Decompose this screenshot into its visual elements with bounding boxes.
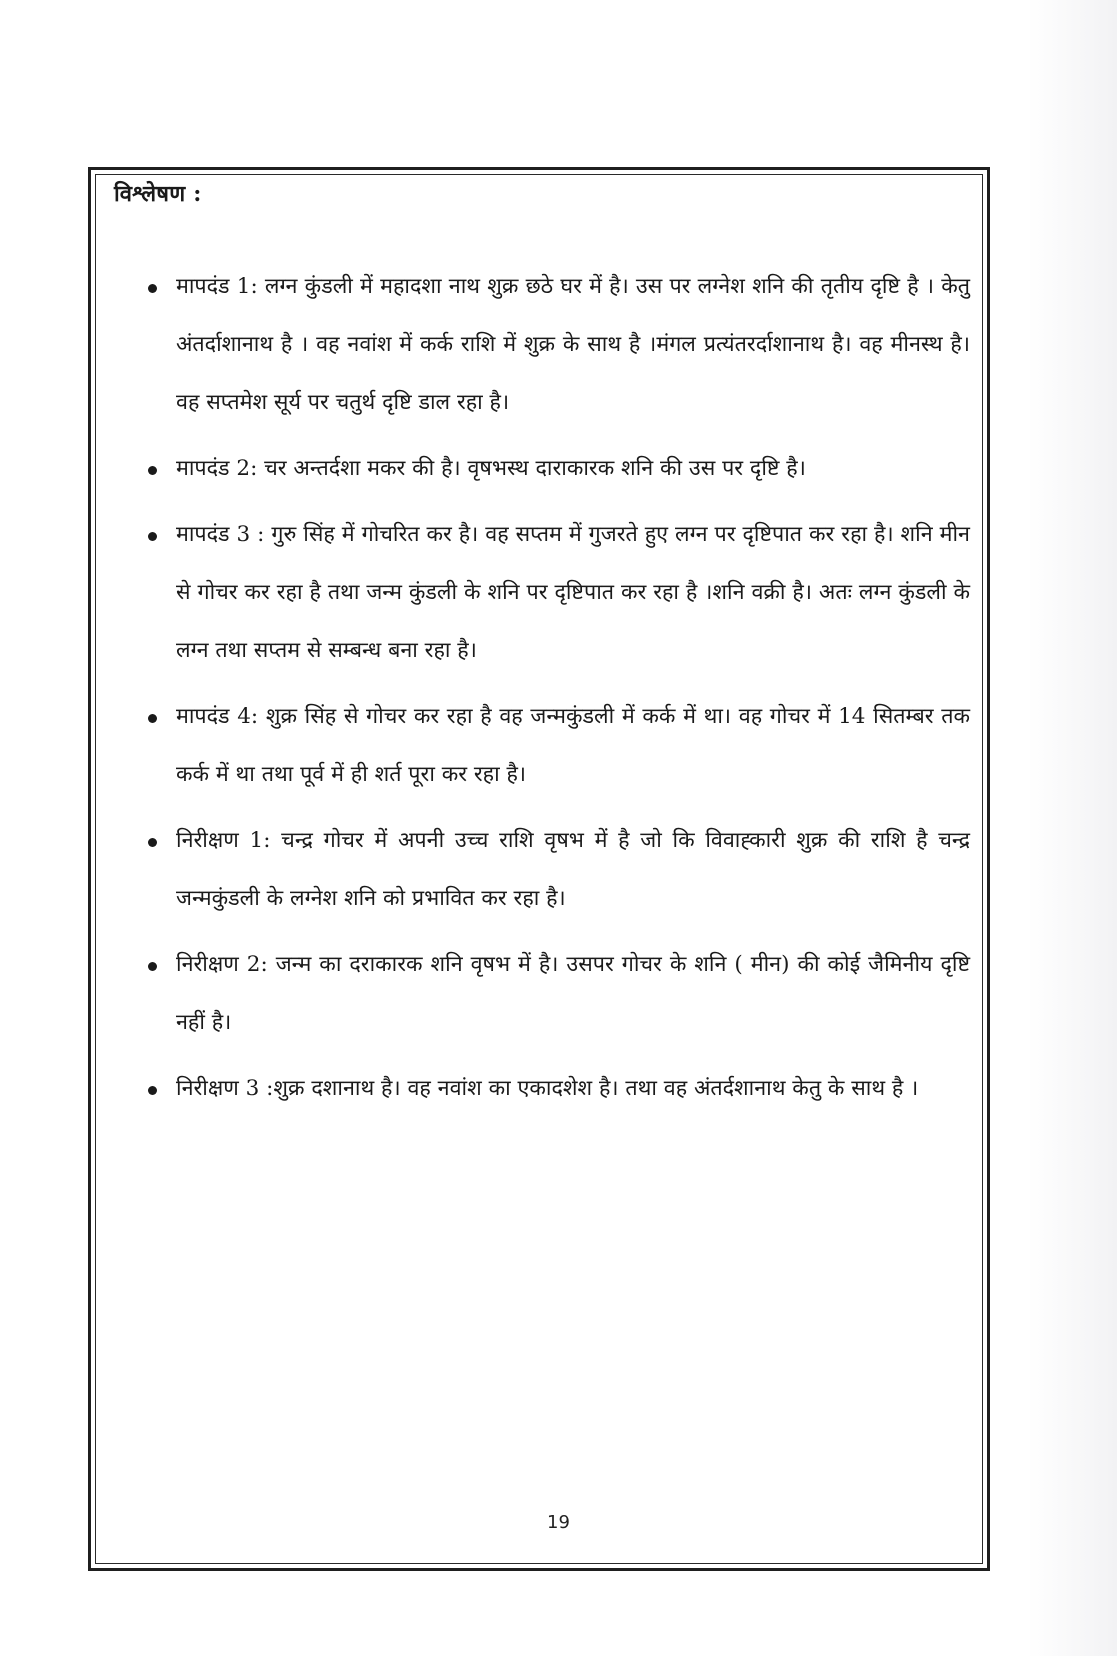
bullet-icon xyxy=(148,714,157,723)
list-item-text: मापदंड 2: चर अन्तर्दशा मकर की है। वृषभस्थ दाराकारक शनि की उस पर दृष्टि है। xyxy=(176,456,806,481)
bullet-icon xyxy=(148,466,157,475)
list-item xyxy=(140,506,970,680)
bullet-icon xyxy=(148,838,157,847)
list-item-text: निरीक्षण 3 :शुक्र दशानाथ है। वह नवांश का एकादशेश है। तथा वह अंतर्दशानाथ केतु के साथ है । xyxy=(176,1076,919,1101)
page-number: 19 xyxy=(547,1512,570,1533)
list-item-text: मापदंड 3 : गुरु सिंह में गोचरित कर है। वह सप्तम में गुजरते हुए लग्न पर दृष्टिपात कर रहा है। शनि मीन से गोचर कर रहा है तथा जन्म कुंडली के शनि पर दृष्टिपात कर रहा है ।शनि वक्री है। अतः लग्न कुंडली के लग्न तथा सप्तम से सम्बन्ध बना रहा है। xyxy=(176,522,970,663)
bullet-icon xyxy=(148,284,157,293)
analysis-list xyxy=(140,258,970,1126)
list-item-text: निरीक्षण 2: जन्म का दराकारक शनि वृषभ में है। उसपर गोचर के शनि ( मीन) की कोई जैमिनीय दृष्टि नहीं है। xyxy=(176,952,970,1035)
list-item xyxy=(140,936,970,1052)
list-item xyxy=(140,812,970,928)
section-heading: विश्लेषण : xyxy=(114,181,202,207)
list-item xyxy=(140,1060,970,1118)
list-item xyxy=(140,258,970,432)
list-item xyxy=(140,440,970,498)
bullet-icon xyxy=(148,1086,157,1095)
list-item-text: निरीक्षण 1: चन्द्र गोचर में अपनी उच्च राशि वृषभ में है जो कि विवाह्कारी शुक्र की राशि है चन्द्र जन्मकुंडली के लग्नेश शनि को प्रभावित कर रहा है। xyxy=(176,828,970,911)
list-item-text: मापदंड 1: लग्न कुंडली में महादशा नाथ शुक्र छठे घर में है। उस पर लग्नेश शनि की तृतीय दृष्टि है । केतु अंतर्दाशानाथ है । वह नवांश में कर्क राशि में शुक्र के साथ है ।मंगल प्रत्यंतरर्दाशानाथ है। वह मीनस्थ है। वह सप्तमेश सूर्य पर चतुर्थ दृष्टि डाल रहा है। xyxy=(176,274,970,415)
bullet-icon xyxy=(148,962,157,971)
list-item-text: मापदंड 4: शुक्र सिंह से गोचर कर रहा है वह जन्मकुंडली में कर्क में था। वह गोचर में 14 सितम्बर तक कर्क में था तथा पूर्व में ही शर्त पूरा कर रहा है। xyxy=(176,704,970,787)
bullet-icon xyxy=(148,532,157,541)
list-item xyxy=(140,688,970,804)
